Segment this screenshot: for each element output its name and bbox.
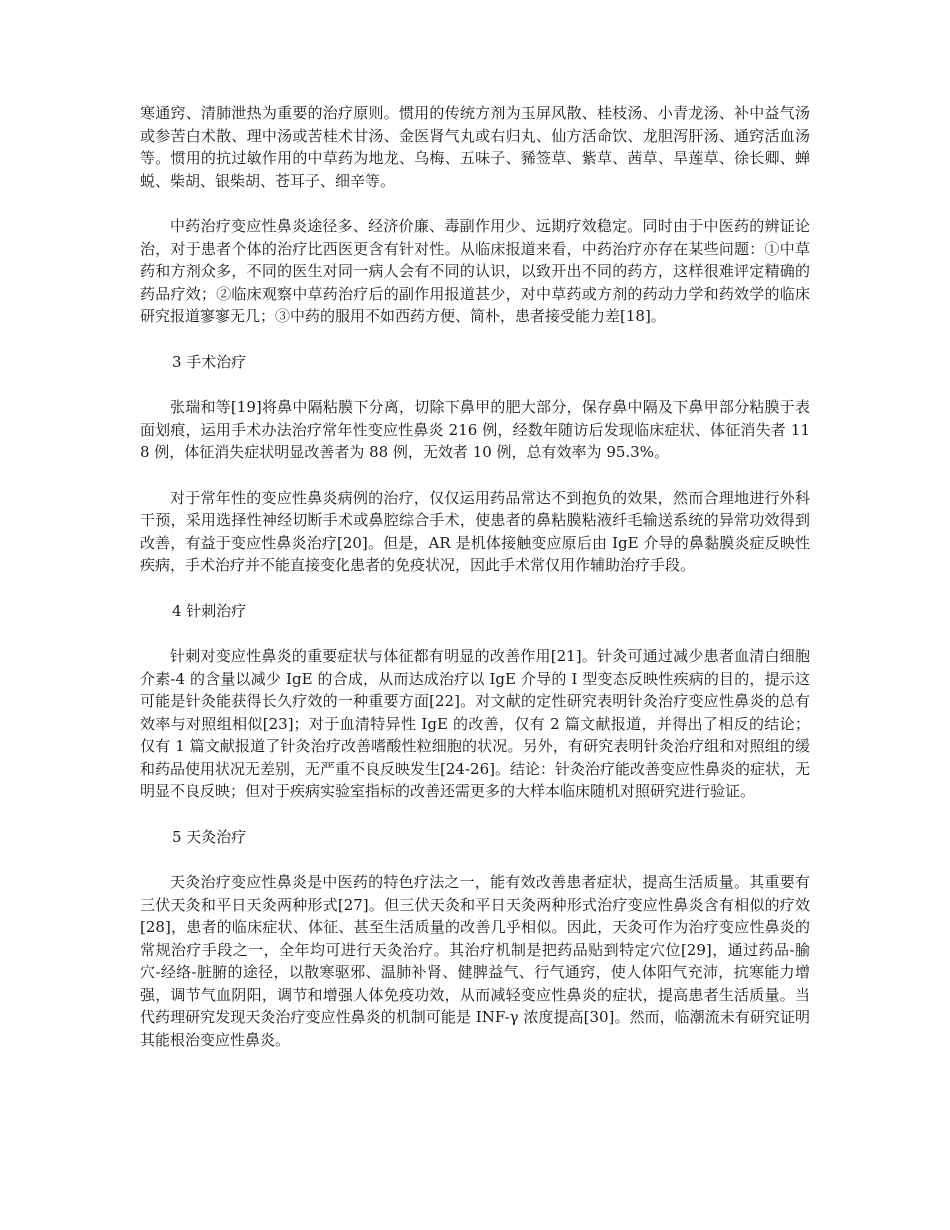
section-heading-moxibustion: 5 天灸治疗 — [172, 827, 247, 846]
paragraph-moxibustion: 天灸治疗变应性鼻炎是中医药的特色疗法之一，能有效改善患者症状，提高生活质量。其重要有三伏天灸和平日天灸两种形式[27]。但三伏天灸和平日天灸两种形式治疗变应性鼻炎含有相似的疗效[28]，患者的临床症状、体征、甚至生活质量的改善几乎相似。因此，天灸可作为治疗变应性鼻炎的常规治疗手段之一，全年均可进行天灸治疗。其治疗机制是把药品贴到特定穴位[29]，通过药品-腧穴-经络-脏腑的途径，以散寒驱邪、温肺补肾、健脾益气、行气通窍，使人体阳气充沛，抗寒能力增强，调节气血阴阳，调节和增强人体免疫功效，从而减轻变应性鼻炎的症状，提高患者生活质量。当代药理研究发现天灸治疗变应性鼻炎的机制可能是 INF-γ 浓度提高[30]。然而，临潮流未有研究证明其能根治变应性鼻炎。 — [140, 873, 810, 1049]
section-heading-surgery: 3 手术治疗 — [172, 352, 247, 371]
document-body — [140, 102, 810, 1074]
paragraph-acupuncture: 针刺对变应性鼻炎的重要症状与体征都有明显的改善作用[21]。针灸可通过减少患者血清白细胞介素-4 的含量以减少 IgE 的合成，从而达成治疗以 IgE 介导的 I 型变态反映性疾病的目的，提示这可能是针灸能获得长久疗效的一种重要方面[22]。对文献的定性研究表明针灸治疗变应性鼻炎的总有效率与对照组相似[23]；对于血清特异性 IgE 的改善，仅有 2 篇文献报道，并得出了相反的结论；仅有 1 篇文献报道了针灸治疗改善嗜酸性粒细胞的状况。另外，有研究表明针灸治疗组和对照组的缓和药品使用状况无差别，无严重不良反映发生[24-26]。结论：针灸治疗能改善变应性鼻炎的症状，无明显不良反映；但对于疾病实验室指标的改善还需更多的大样本临床随机对照研究进行验证。 — [140, 647, 810, 800]
paragraph-herbal-principles: 寒通窍、清肺泄热为重要的治疗原则。惯用的传统方剂为玉屏风散、桂枝汤、小青龙汤、补中益气汤或参苦白术散、理中汤或苦桂术甘汤、金医肾气丸或右归丸、仙方活命饮、龙胆泻肝汤、通窍活血汤等。惯用的抗过敏作用的中草药为地龙、乌梅、五味子、豨签草、紫草、茜草、旱莲草、徐长卿、蝉蜕、柴胡、银柴胡、苍耳子、细辛等。 — [140, 104, 810, 190]
section-heading-acupuncture: 4 针刺治疗 — [172, 601, 247, 620]
paragraph-tcm-pros-cons: 中药治疗变应性鼻炎途径多、经济价廉、毒副作用少、远期疗效稳定。同时由于中医药的辨证论治，对于患者个体的治疗比西医更含有针对性。从临床报道来看，中药治疗亦存在某些问题：①中草药和方剂众多，不同的医生对同一病人会有不同的认识，以致开出不同的药方，这样很难评定精确的药品疗效；②临床观察中草药治疗后的副作用报道甚少，对中草药或方剂的药动力学和药效学的临床研究报道寥寥无几；③中药的服用不如西药方便、简朴，患者接受能力差[18]。 — [140, 217, 810, 325]
paragraph-surgery-study: 张瑞和等[19]将鼻中隔粘膜下分离，切除下鼻甲的肥大部分，保存鼻中隔及下鼻甲部分粘膜于表面划痕，运用手术办法治疗常年性变应性鼻炎 216 例，经数年随访后发现临床症状、体征消失者 118 例，体征消失症状明显改善者为 88 例，无效者 10 例，总有效率为 95.3%。 — [140, 398, 810, 461]
paragraph-surgery-discussion: 对于常年性的变应性鼻炎病例的治疗，仅仅运用药品常达不到抱负的效果，然而合理地进行外科干预，采用选择性神经切断手术或鼻腔综合手术，使患者的鼻粘膜粘液纤毛输送系统的异常功效得到改善，有益于变应性鼻炎治疗[20]。但是，AR 是机体接触变应原后由 IgE 介导的鼻黏膜炎症反映性疾病，手术治疗并不能直接变化患者的免疫状况，因此手术常仅用作辅助治疗手段。 — [140, 488, 810, 574]
